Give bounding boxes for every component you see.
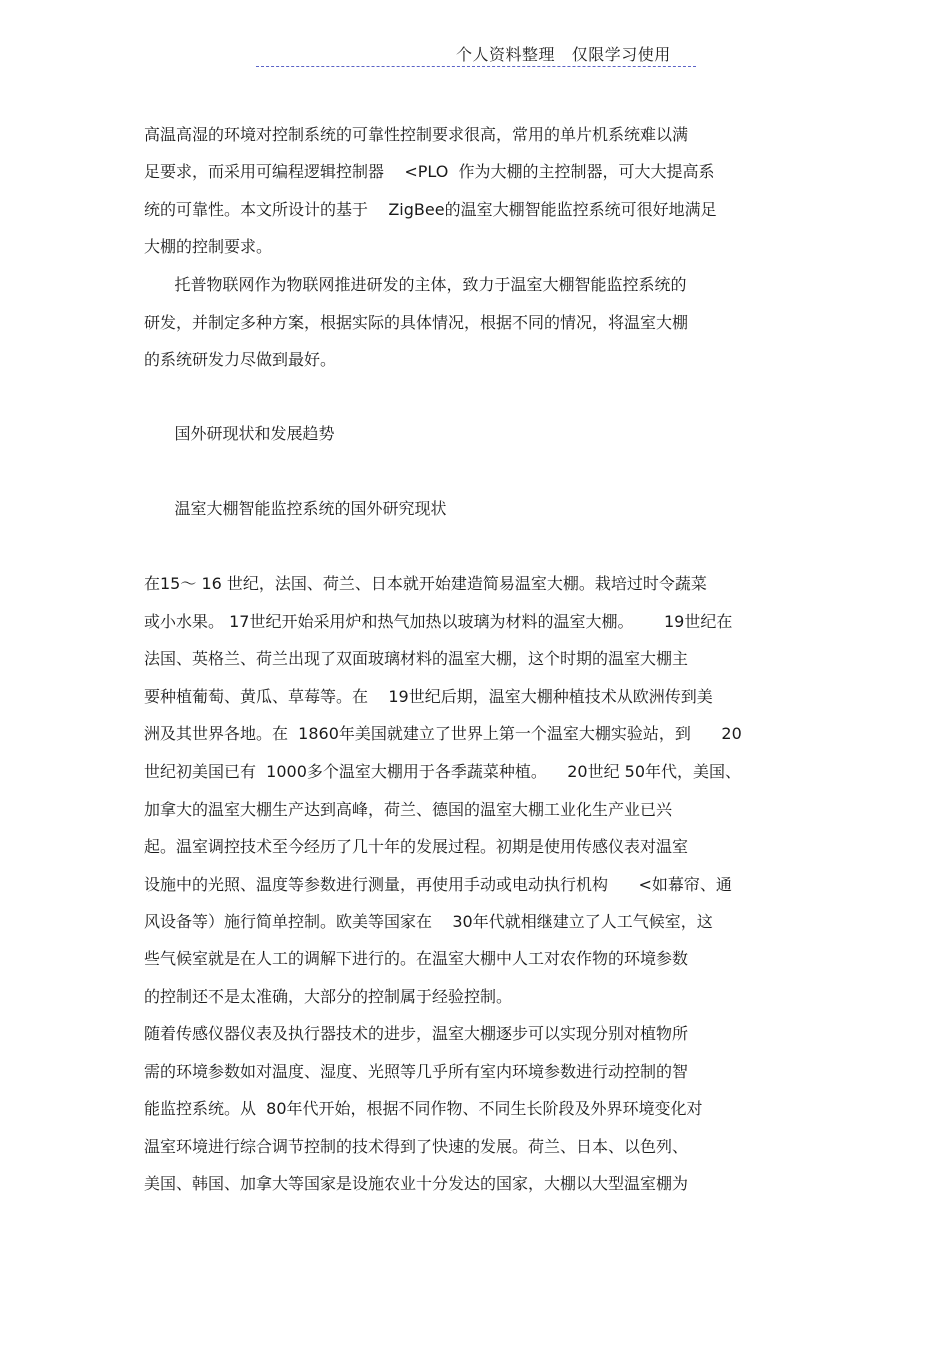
text-line: 能监控系统。从 80年代开始，根据不同作物、不同生长阶段及外界环境变化对 (144, 1099, 703, 1118)
text-line: 研发，并制定多种方案，根据实际的具体情况，根据不同的情况，将温室大棚 (144, 313, 689, 332)
page-header (256, 40, 696, 67)
text-line: 随着传感仪器仪表及执行器技术的进步，温室大棚逐步可以实现分别对植物所 (144, 1024, 689, 1043)
text-line: 法国、英格兰、荷兰出现了双面玻璃材料的温室大棚，这个时期的温室大棚主 (144, 649, 689, 668)
text-line: 洲及其世界各地。在 1860年美国就建立了世界上第一个温室大棚实验站，到 20 (144, 724, 742, 743)
text-line: 世纪初美国已有 1000多个温室大棚用于各季蔬菜种植。 20世纪 50年代，美国、 (144, 762, 742, 781)
text-line: 美国、韩国、加拿大等国家是设施农业十分发达的国家，大棚以大型温室棚为 (144, 1174, 689, 1193)
text-line: 的系统研发力尽做到最好。 (144, 350, 337, 369)
text-line: 高温高湿的环境对控制系统的可靠性控制要求很高，常用的单片机系统难以满 (144, 125, 689, 144)
text-line: 设施中的光照、温度等参数进行测量，再使用手动或电动执行机构 <如幕帘、通 (144, 875, 732, 894)
text-line: 在15～ 16 世纪，法国、荷兰、日本就开始建造简易温室大棚。栽培过时令蔬菜 (144, 574, 707, 593)
text-line: 大棚的控制要求。 (144, 237, 273, 256)
subsection-heading: 温室大棚智能监控系统的国外研究现状 (144, 499, 447, 518)
text-line: 风设备等）施行简单控制。欧美等国家在 30年代就相继建立了人工气候室，这 (144, 912, 713, 931)
text-line: 托普物联网作为物联网推进研发的主体，致力于温室大棚智能监控系统的 (144, 275, 687, 294)
text-line: 的控制还不是太准确，大部分的控制属于经验控制。 (144, 987, 513, 1006)
text-line: 需的环境参数如对温度、湿度、光照等几乎所有室内环境参数进行动控制的智 (144, 1062, 689, 1081)
section-heading: 国外研现状和发展趋势 (144, 424, 335, 443)
header-text: 个人资料整理 仅限学习使用 (456, 45, 671, 64)
text-line: 足要求，而采用可编程逻辑控制器 <PLO 作为大棚的主控制器，可大大提高系 (144, 162, 715, 181)
text-line: 加拿大的温室大棚生产达到高峰，荷兰、德国的温室大棚工业化生产业已兴 (144, 800, 673, 819)
text-line: 要种植葡萄、黄瓜、草莓等。在 19世纪后期，温室大棚种植技术从欧洲传到美 (144, 687, 713, 706)
text-line: 统的可靠性。本文所设计的基于 ZigBee的温室大棚智能监控系统可很好地满足 (144, 200, 717, 219)
text-line: 温室环境进行综合调节控制的技术得到了快速的发展。荷兰、日本、以色列、 (144, 1137, 689, 1156)
text-line: 些气候室就是在人工的调解下进行的。在温室大棚中人工对农作物的环境参数 (144, 949, 689, 968)
text-line: 起。温室调控技术至今经历了几十年的发展过程。初期是使用传感仪表对温室 (144, 837, 689, 856)
text-line: 或小水果。 17世纪开始采用炉和热气加热以玻璃为材料的温室大棚。 19世纪在 (144, 612, 733, 631)
